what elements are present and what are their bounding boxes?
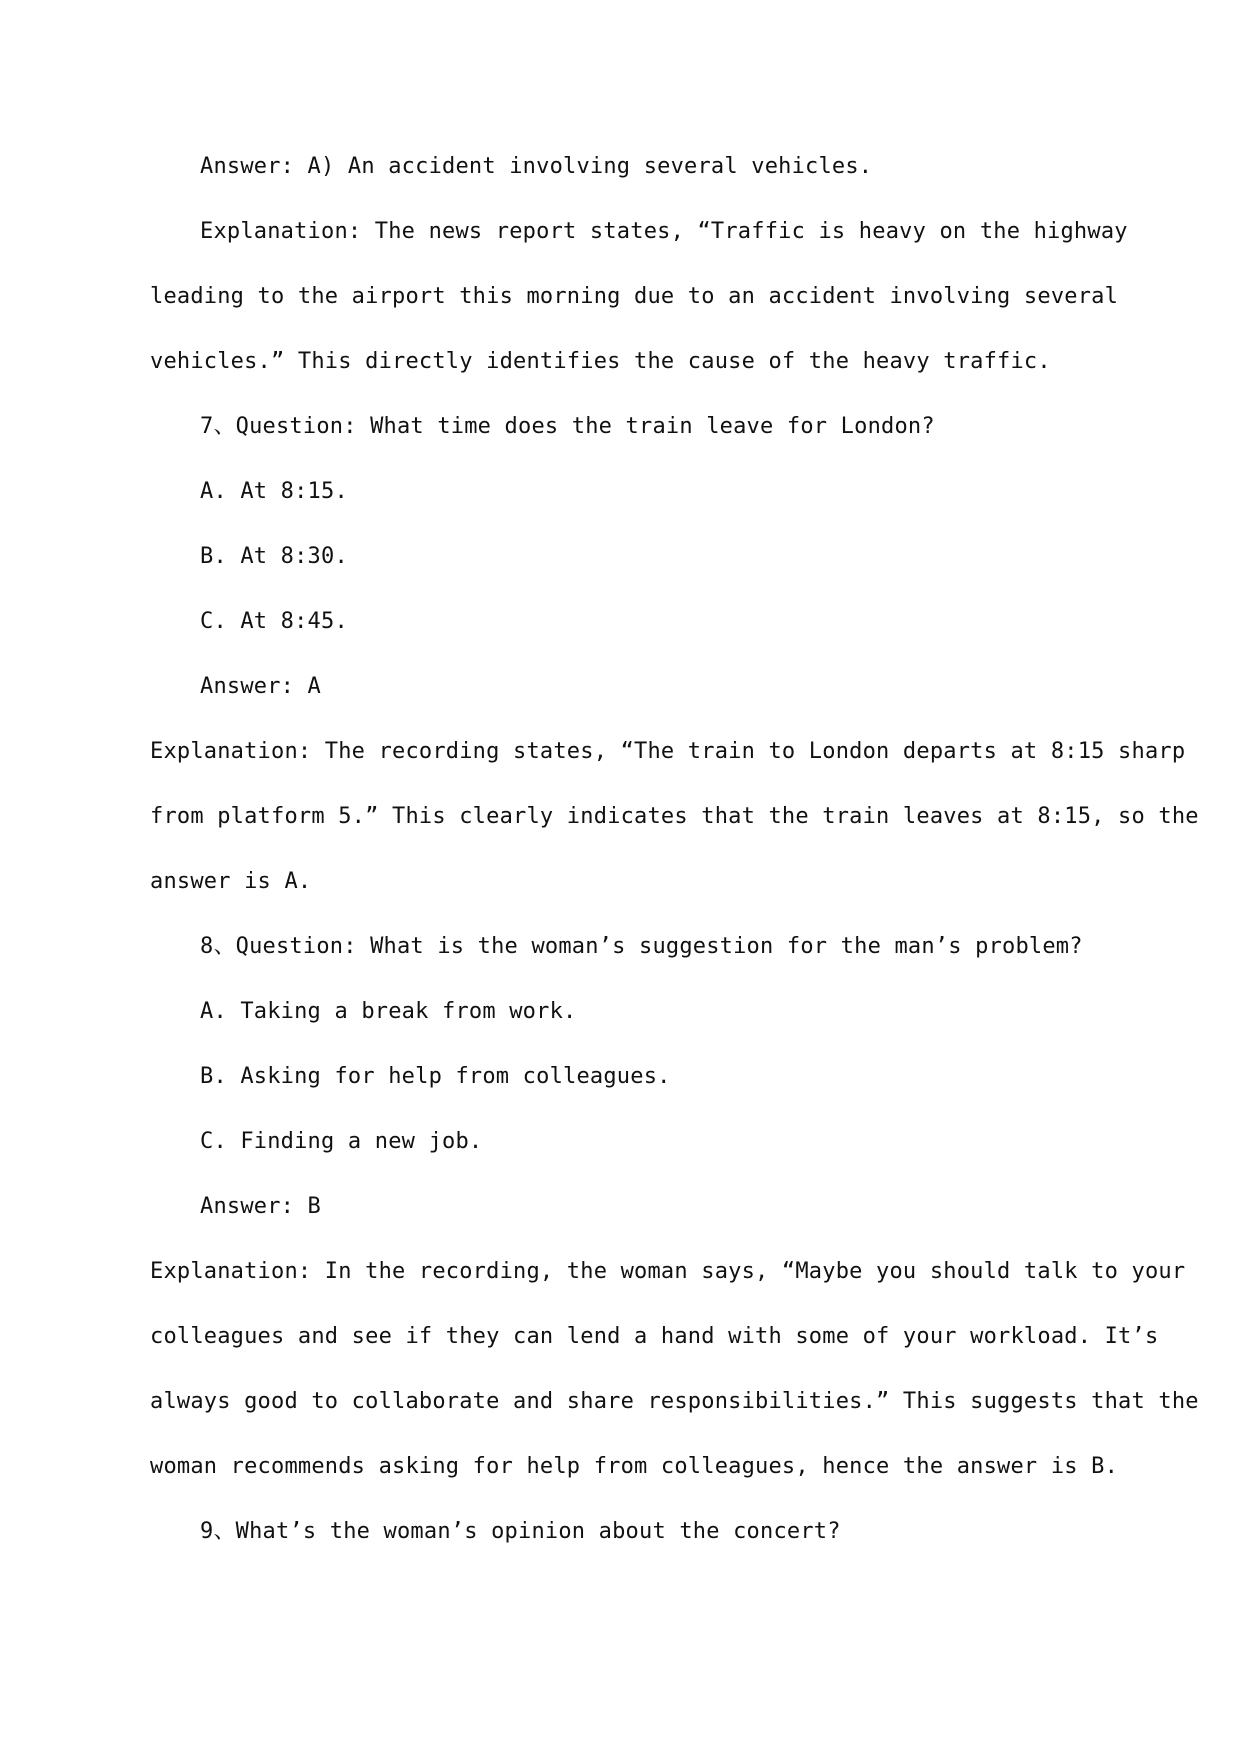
explanation-line: from platform 5.” This clearly indicates that the train leaves at 8:15, so the	[150, 804, 1199, 829]
explanation-line: leading to the airport this morning due to an accident involving several	[150, 284, 1119, 309]
explanation-line: colleagues and see if they can lend a hand with some of your workload. It’s	[150, 1324, 1159, 1349]
option-line: A. At 8:15.	[200, 479, 348, 504]
question-line: 9、What’s the woman’s opinion about the concert?	[200, 1519, 841, 1544]
explanation-line: Explanation: In the recording, the woman says, “Maybe you should talk to your	[150, 1259, 1186, 1284]
option-line: C. At 8:45.	[200, 609, 348, 634]
question-line: 7、Question: What time does the train leave for London?	[200, 414, 935, 439]
explanation-line: vehicles.” This directly identifies the cause of the heavy traffic.	[150, 349, 1051, 374]
explanation-line: Explanation: The news report states, “Traffic is heavy on the highway	[200, 219, 1128, 244]
question-line: 8、Question: What is the woman’s suggestion for the man’s problem?	[200, 934, 1083, 959]
explanation-line: always good to collaborate and share responsibilities.” This suggests that the	[150, 1389, 1199, 1414]
explanation-line: answer is A.	[150, 869, 312, 894]
explanation-line: woman recommends asking for help from colleagues, hence the answer is B.	[150, 1454, 1119, 1479]
option-line: C. Finding a new job.	[200, 1129, 483, 1154]
option-line: B. Asking for help from colleagues.	[200, 1064, 671, 1089]
option-line: B. At 8:30.	[200, 544, 348, 569]
answer-line: Answer: A) An accident involving several vehicles.	[200, 154, 873, 179]
option-line: A. Taking a break from work.	[200, 999, 577, 1024]
answer-line: Answer: B	[200, 1194, 322, 1219]
explanation-line: Explanation: The recording states, “The train to London departs at 8:15 sharp	[150, 739, 1186, 764]
answer-line: Answer: A	[200, 674, 322, 699]
